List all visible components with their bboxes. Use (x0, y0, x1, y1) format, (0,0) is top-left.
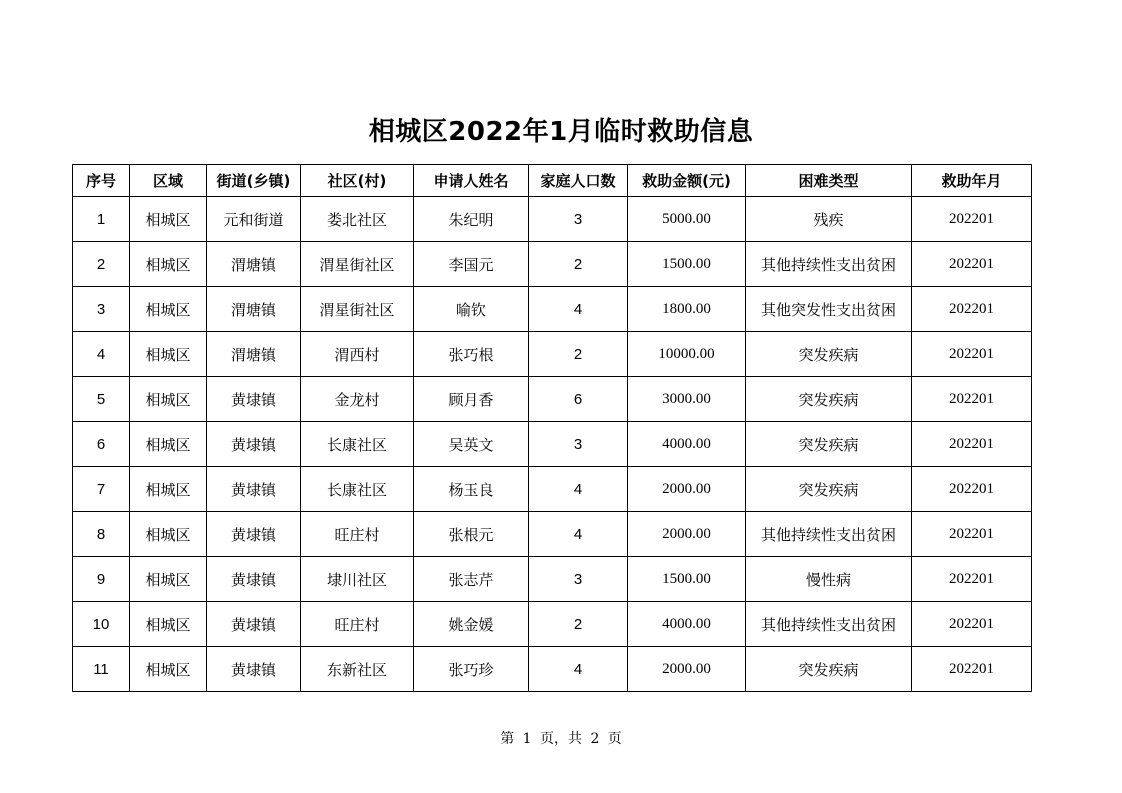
cell-index: 7 (73, 467, 130, 512)
cell-index: 3 (73, 287, 130, 332)
cell-district: 相城区 (130, 242, 207, 287)
cell-street: 渭塘镇 (207, 332, 301, 377)
cell-applicant: 吴英文 (414, 422, 529, 467)
cell-hardship-type: 其他持续性支出贫困 (746, 242, 912, 287)
cell-community: 金龙村 (301, 377, 414, 422)
header-street: 街道(乡镇) (207, 165, 301, 197)
cell-index: 2 (73, 242, 130, 287)
cell-community: 旺庄村 (301, 602, 414, 647)
table-row (73, 377, 1032, 422)
cell-index: 9 (73, 557, 130, 602)
cell-relief-month: 202201 (912, 377, 1032, 422)
cell-amount: 2000.00 (628, 467, 746, 512)
cell-district: 相城区 (130, 377, 207, 422)
cell-community: 渭星街社区 (301, 242, 414, 287)
cell-hardship-type: 其他突发性支出贫困 (746, 287, 912, 332)
table-row (73, 422, 1032, 467)
cell-relief-month: 202201 (912, 647, 1032, 692)
cell-hardship-type: 残疾 (746, 197, 912, 242)
cell-household-size: 4 (529, 647, 628, 692)
cell-household-size: 2 (529, 602, 628, 647)
cell-applicant: 朱纪明 (414, 197, 529, 242)
page-title: 相城区2022年1月临时救助信息 (368, 117, 754, 147)
cell-hardship-type: 其他持续性支出贫困 (746, 602, 912, 647)
cell-district: 相城区 (130, 557, 207, 602)
cell-amount: 1800.00 (628, 287, 746, 332)
cell-community: 埭川社区 (301, 557, 414, 602)
cell-household-size: 3 (529, 197, 628, 242)
header-household-size: 家庭人口数 (529, 165, 628, 197)
cell-household-size: 4 (529, 287, 628, 332)
table-row (73, 242, 1032, 287)
cell-amount: 5000.00 (628, 197, 746, 242)
cell-district: 相城区 (130, 647, 207, 692)
page-footer: 第 1 页，共 2 页 (500, 731, 622, 747)
cell-relief-month: 202201 (912, 287, 1032, 332)
cell-amount: 2000.00 (628, 647, 746, 692)
cell-street: 黄埭镇 (207, 557, 301, 602)
cell-district: 相城区 (130, 512, 207, 557)
cell-street: 黄埭镇 (207, 422, 301, 467)
cell-community: 长康社区 (301, 467, 414, 512)
cell-street: 元和街道 (207, 197, 301, 242)
cell-street: 黄埭镇 (207, 602, 301, 647)
cell-index: 8 (73, 512, 130, 557)
header-index: 序号 (73, 165, 130, 197)
cell-hardship-type: 慢性病 (746, 557, 912, 602)
cell-street: 黄埭镇 (207, 512, 301, 557)
table-row (73, 512, 1032, 557)
cell-applicant: 杨玉良 (414, 467, 529, 512)
header-applicant: 申请人姓名 (414, 165, 529, 197)
cell-applicant: 喻钦 (414, 287, 529, 332)
cell-street: 黄埭镇 (207, 377, 301, 422)
cell-applicant: 张志芹 (414, 557, 529, 602)
header-district: 区域 (130, 165, 207, 197)
cell-index: 11 (73, 647, 130, 692)
table-row (73, 332, 1032, 377)
header-community: 社区(村) (301, 165, 414, 197)
cell-hardship-type: 突发疾病 (746, 377, 912, 422)
cell-street: 黄埭镇 (207, 647, 301, 692)
cell-household-size: 6 (529, 377, 628, 422)
cell-district: 相城区 (130, 287, 207, 332)
header-row (73, 165, 1032, 197)
cell-applicant: 张根元 (414, 512, 529, 557)
cell-hardship-type: 突发疾病 (746, 467, 912, 512)
cell-relief-month: 202201 (912, 422, 1032, 467)
relief-table (72, 164, 1032, 692)
cell-street: 渭塘镇 (207, 242, 301, 287)
header-amount: 救助金额(元) (628, 165, 746, 197)
cell-index: 1 (73, 197, 130, 242)
cell-household-size: 2 (529, 242, 628, 287)
cell-community: 长康社区 (301, 422, 414, 467)
cell-applicant: 顾月香 (414, 377, 529, 422)
cell-relief-month: 202201 (912, 512, 1032, 557)
table-row (73, 197, 1032, 242)
table-row (73, 602, 1032, 647)
cell-relief-month: 202201 (912, 602, 1032, 647)
cell-hardship-type: 突发疾病 (746, 332, 912, 377)
cell-household-size: 4 (529, 467, 628, 512)
cell-index: 5 (73, 377, 130, 422)
cell-district: 相城区 (130, 467, 207, 512)
cell-amount: 2000.00 (628, 512, 746, 557)
cell-relief-month: 202201 (912, 242, 1032, 287)
cell-district: 相城区 (130, 332, 207, 377)
cell-amount: 4000.00 (628, 602, 746, 647)
cell-applicant: 李国元 (414, 242, 529, 287)
cell-street: 黄埭镇 (207, 467, 301, 512)
cell-street: 渭塘镇 (207, 287, 301, 332)
header-hardship-type: 困难类型 (746, 165, 912, 197)
table-row (73, 647, 1032, 692)
cell-applicant: 张巧根 (414, 332, 529, 377)
table-row (73, 287, 1032, 332)
table-body (73, 197, 1032, 692)
cell-relief-month: 202201 (912, 197, 1032, 242)
cell-community: 东新社区 (301, 647, 414, 692)
cell-amount: 1500.00 (628, 242, 746, 287)
cell-amount: 4000.00 (628, 422, 746, 467)
cell-district: 相城区 (130, 197, 207, 242)
cell-index: 4 (73, 332, 130, 377)
cell-amount: 1500.00 (628, 557, 746, 602)
table-row (73, 467, 1032, 512)
cell-community: 渭西村 (301, 332, 414, 377)
cell-district: 相城区 (130, 422, 207, 467)
cell-household-size: 2 (529, 332, 628, 377)
cell-applicant: 姚金媛 (414, 602, 529, 647)
cell-relief-month: 202201 (912, 467, 1032, 512)
cell-relief-month: 202201 (912, 332, 1032, 377)
cell-household-size: 4 (529, 512, 628, 557)
cell-community: 渭星街社区 (301, 287, 414, 332)
cell-applicant: 张巧珍 (414, 647, 529, 692)
cell-household-size: 3 (529, 557, 628, 602)
cell-hardship-type: 其他持续性支出贫困 (746, 512, 912, 557)
cell-index: 6 (73, 422, 130, 467)
cell-district: 相城区 (130, 602, 207, 647)
cell-household-size: 3 (529, 422, 628, 467)
cell-community: 旺庄村 (301, 512, 414, 557)
table-row (73, 557, 1032, 602)
cell-amount: 10000.00 (628, 332, 746, 377)
cell-community: 娄北社区 (301, 197, 414, 242)
cell-hardship-type: 突发疾病 (746, 422, 912, 467)
cell-index: 10 (73, 602, 130, 647)
cell-hardship-type: 突发疾病 (746, 647, 912, 692)
cell-amount: 3000.00 (628, 377, 746, 422)
cell-relief-month: 202201 (912, 557, 1032, 602)
header-relief-month: 救助年月 (912, 165, 1032, 197)
